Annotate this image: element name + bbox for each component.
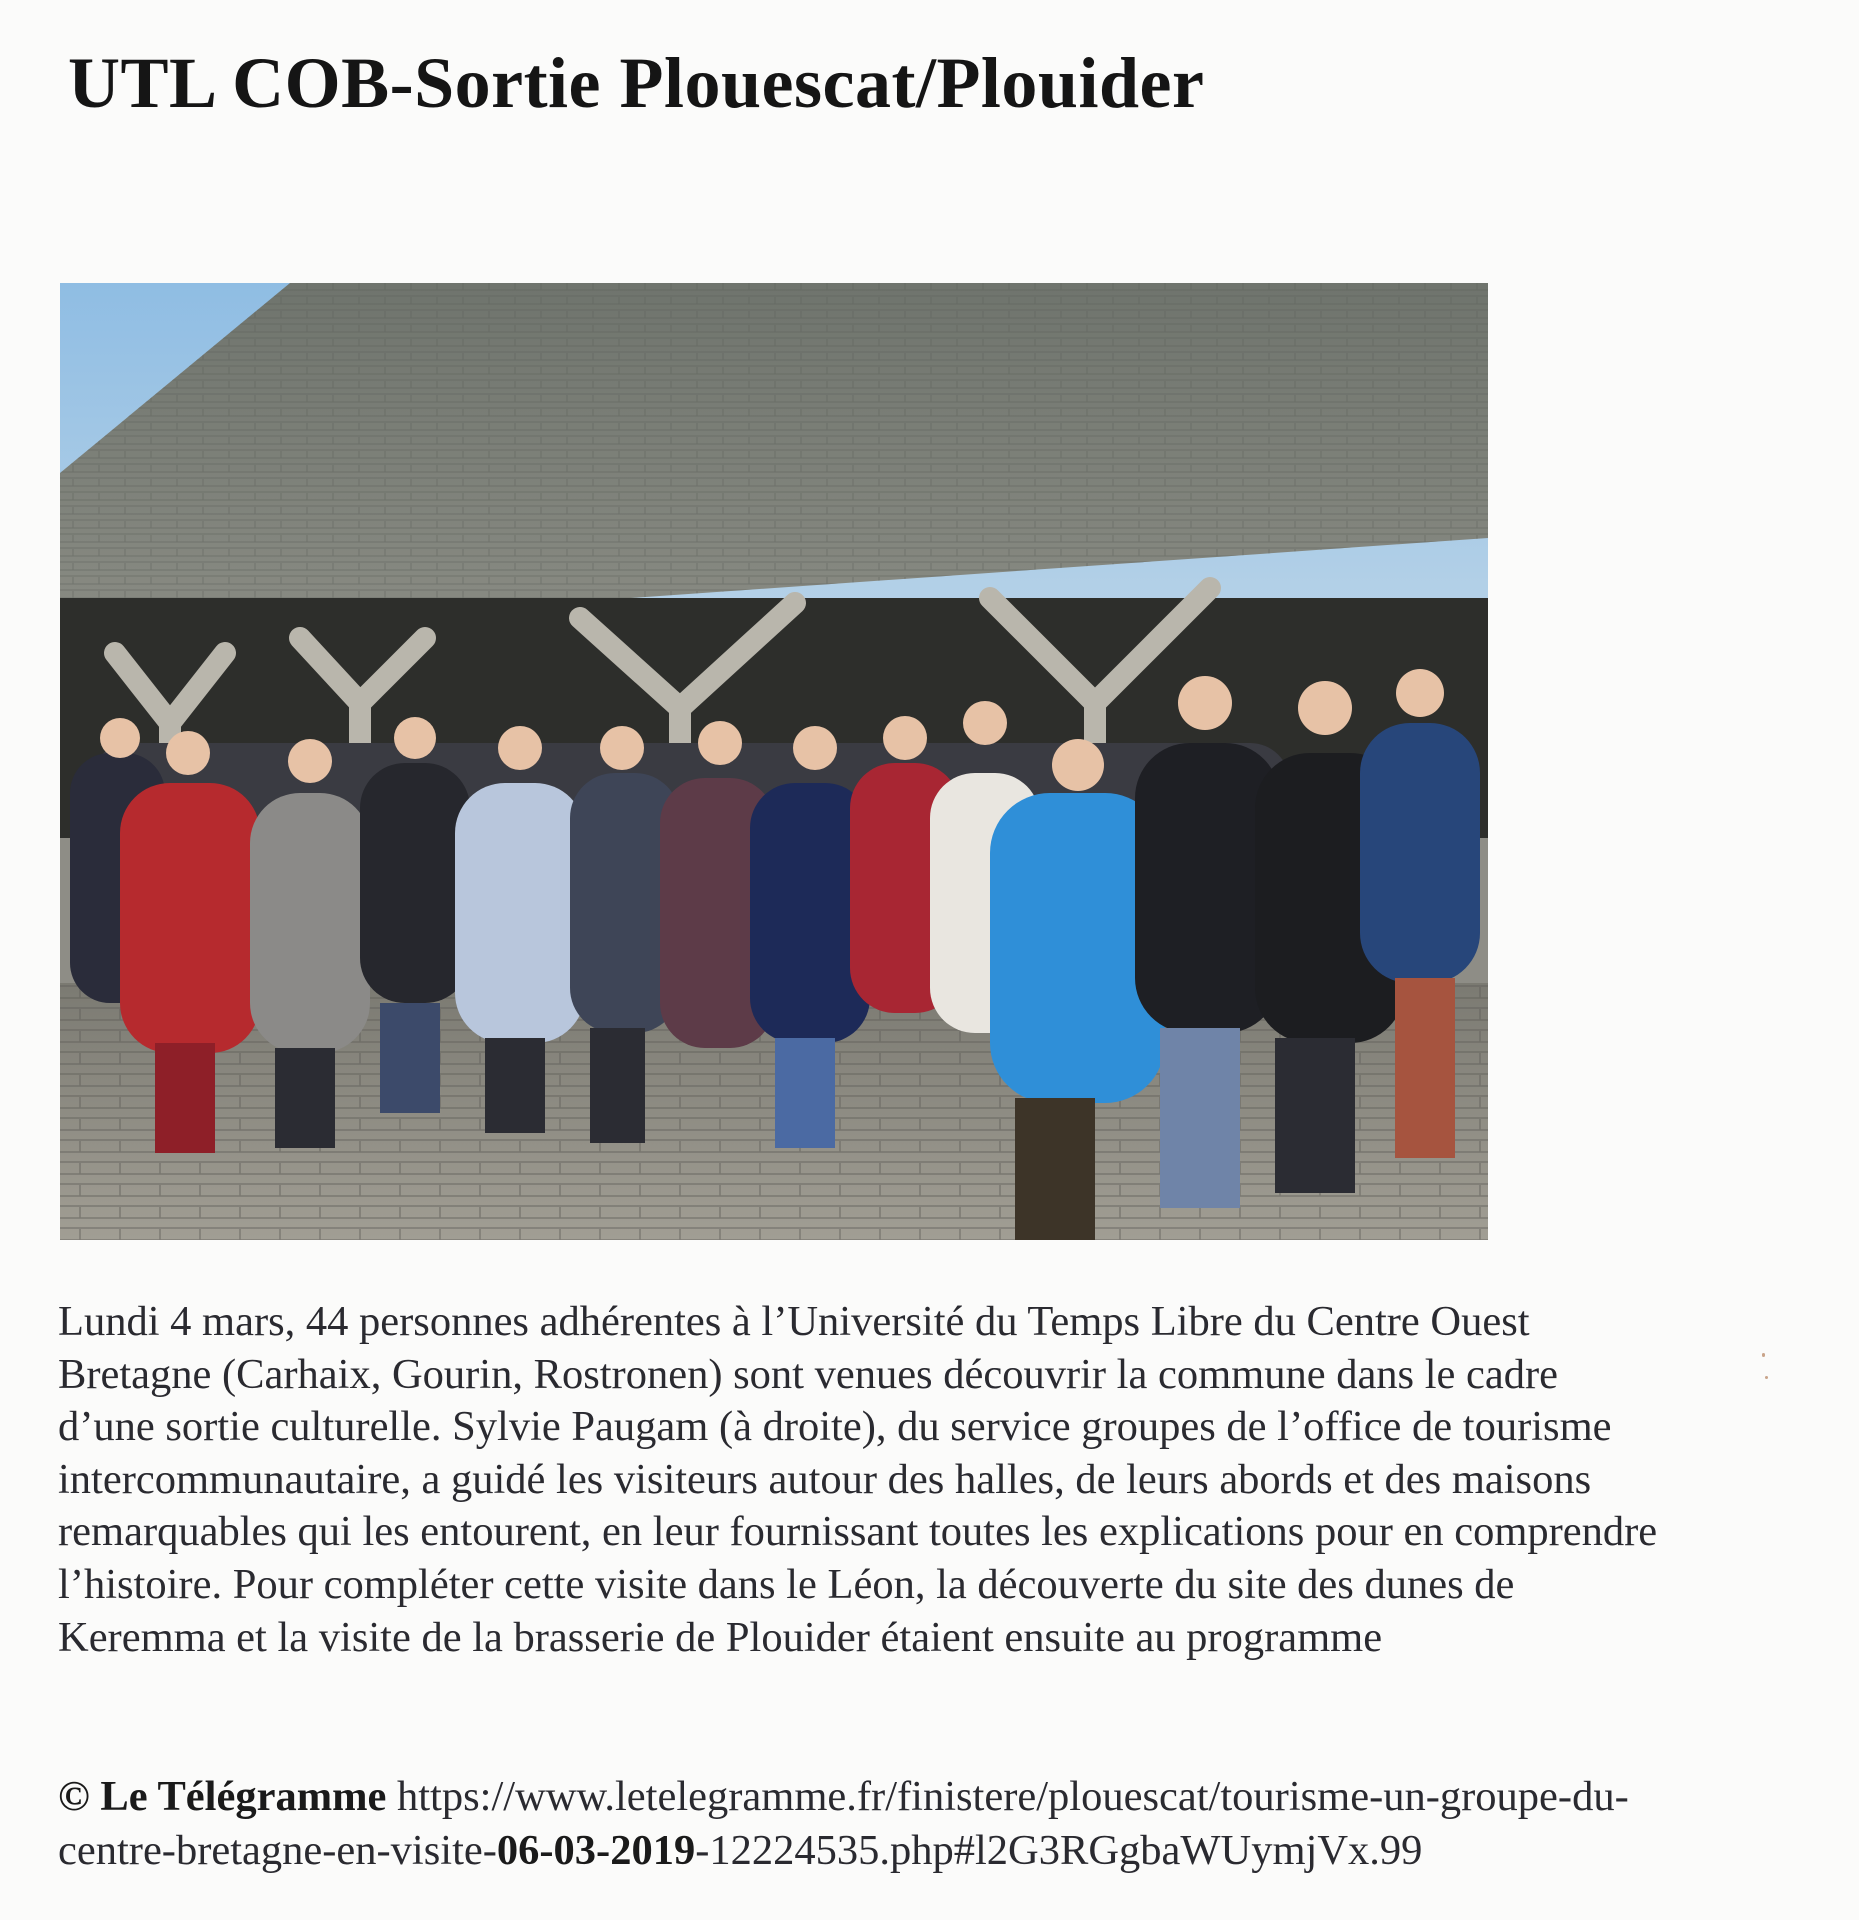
article-body-line: remarquables qui les entourent, en leur fournissant toutes les explications pour en comprendre <box>58 1508 1658 1556</box>
article-body <box>58 1296 1798 1664</box>
scan-speck <box>1765 1376 1768 1379</box>
article-body-line: Lundi 4 mars, 44 personnes adhérentes à l’Université du Temps Libre du Centre Ouest <box>58 1298 1530 1345</box>
source-credit-line-1 <box>58 1770 1818 1824</box>
article-body-line: l’histoire. Pour compléter cette visite dans le Léon, la découverte du site des dunes de <box>58 1560 1515 1608</box>
source-url-part-1[interactable]: https://www.letelegramme.fr/finistere/plouescat/tourisme-un-groupe-du- <box>396 1773 1629 1820</box>
source-credit <box>58 1770 1818 1878</box>
article-body-line: intercommunautaire, a guidé les visiteurs autour des halles, de leurs abords et des maisons <box>58 1455 1592 1503</box>
source-url-part-3[interactable]: -12224535.php#l2G3RGgbaWUymjVx.99 <box>695 1827 1423 1874</box>
article-body-line: Bretagne (Carhaix, Gourin, Rostronen) sont venues découvrir la commune dans le cadre <box>58 1350 1559 1398</box>
article-title: UTL COB-Sortie Plouescat/Plouider <box>68 43 1205 123</box>
market-hall-group-photo-icon <box>60 283 1488 1240</box>
copyright-label: © Le Télégramme <box>58 1773 387 1820</box>
scan-speck <box>1762 1353 1765 1357</box>
article-body-line: Keremma et la visite de la brasserie de Plouider étaient ensuite au programme <box>58 1613 1383 1661</box>
group-photo <box>60 283 1488 1240</box>
source-url-part-2[interactable]: centre-bretagne-en-visite- <box>58 1827 497 1874</box>
source-date: 06-03-2019 <box>496 1827 696 1874</box>
article-body-line: d’une sortie culturelle. Sylvie Paugam (à droite), du service groupes de l’office de tourisme <box>58 1403 1612 1451</box>
source-credit-line-2 <box>58 1824 1818 1878</box>
